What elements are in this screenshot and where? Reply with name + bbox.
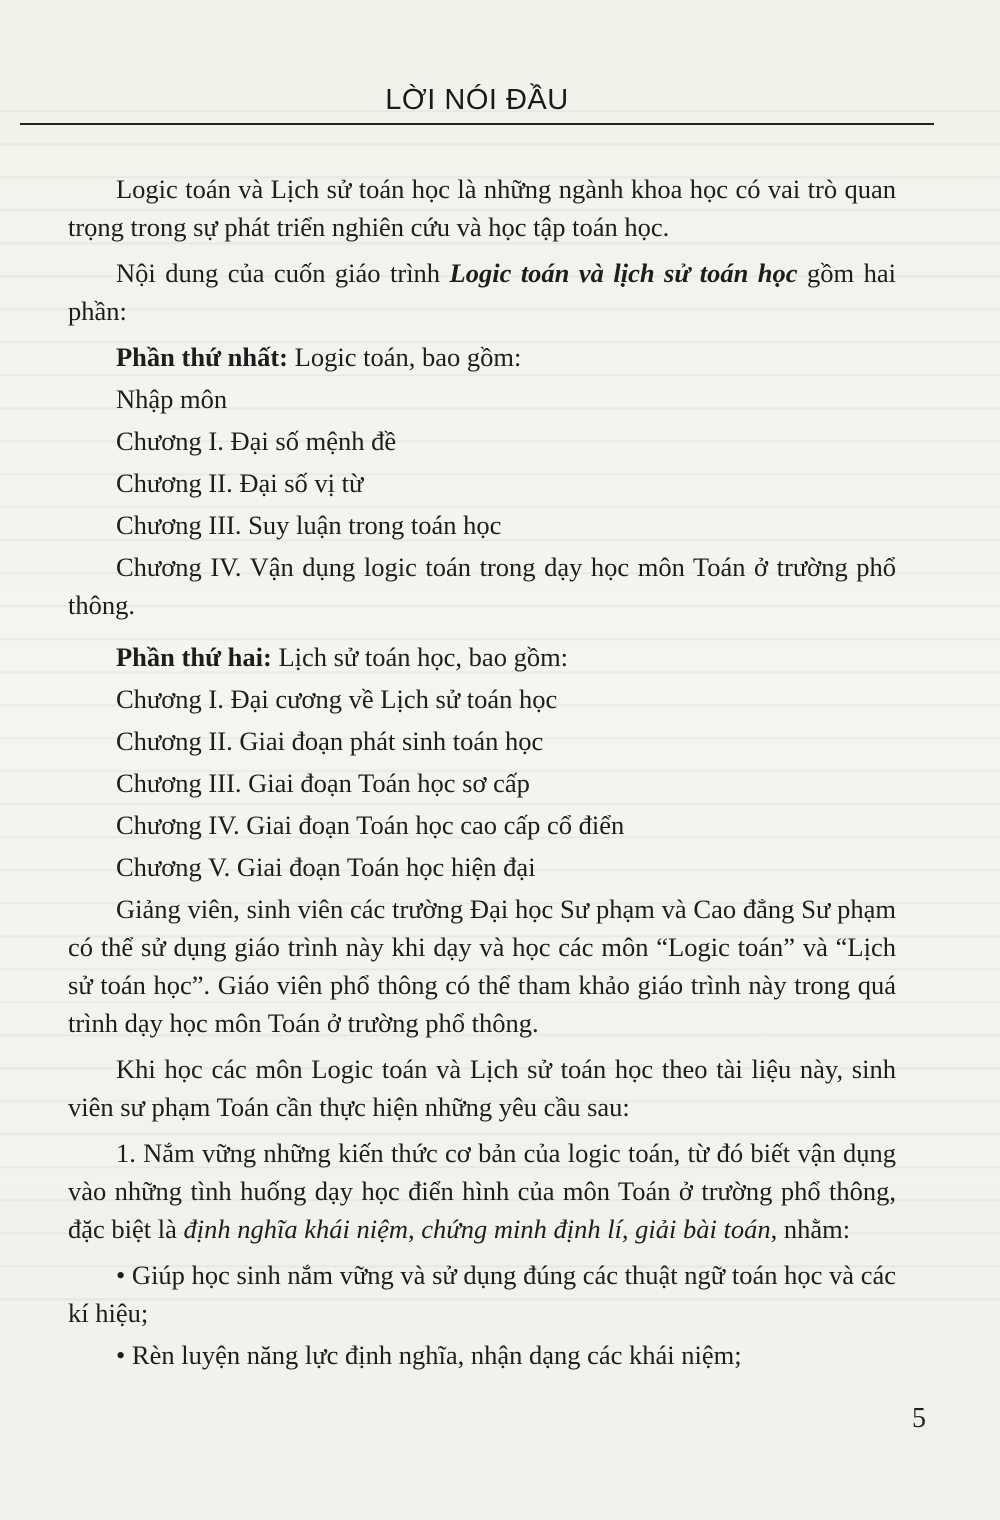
requirement-one-italic: định nghĩa khái niệm, chứng minh định lí, giải bài toán bbox=[183, 1214, 771, 1244]
part-two-item: Chương IV. Giai đoạn Toán học cao cấp cổ điển bbox=[116, 810, 625, 840]
contents-text-end: gồm hai phần: bbox=[68, 258, 896, 326]
part-two-item: Chương III. Giai đoạn Toán học sơ cấp bbox=[116, 768, 530, 798]
contents-text-start: Nội dung của cuốn giáo trình bbox=[116, 258, 450, 288]
header-rule bbox=[20, 123, 934, 125]
book-title-italic: Logic toán và lịch sử toán học bbox=[449, 258, 798, 288]
part-two-item: Chương II. Giai đoạn phát sinh toán học bbox=[116, 726, 544, 756]
audience-paragraph: Giảng viên, sinh viên các trường Đại học Sư phạm và Cao đẳng Sư phạm có thể sử dụng giáo trình này khi dạy và học các môn “Logic toán” và “Lịch sử toán học”. Giáo viên phổ thông có thể tham khảo giáo trình này trong quá trình dạy học môn Toán ở trường phổ thông. bbox=[68, 894, 896, 1038]
requirement-one-text-start: 1. Nắm vững những kiến thức cơ bản của logic toán, từ đó biết vận dụng vào những tình huống dạy học điển hình của môn Toán ở trường phổ thông, đặc biệt là bbox=[68, 1138, 896, 1244]
part-one-item: Chương II. Đại số vị từ bbox=[116, 468, 364, 498]
contents-paragraph bbox=[68, 254, 896, 330]
part-two-label: Phần thứ hai: bbox=[116, 642, 272, 672]
part-two-item: Chương I. Đại cương về Lịch sử toán học bbox=[116, 684, 558, 714]
intro-paragraph: Logic toán và Lịch sử toán học là những ngành khoa học có vai trò quan trọng trong sự phát triển nghiên cứu và học tập toán học. bbox=[68, 174, 896, 242]
part-one-item: Chương IV. Vận dụng logic toán trong dạy học môn Toán ở trường phổ thông. bbox=[68, 552, 896, 620]
bullet-item: • Rèn luyện năng lực định nghĩa, nhận dạng các khái niệm; bbox=[116, 1340, 742, 1370]
requirement-one-paragraph bbox=[68, 1134, 896, 1248]
part-two-heading bbox=[68, 638, 896, 676]
page-number: 5 bbox=[912, 1403, 926, 1434]
part-one-label: Phần thứ nhất: bbox=[116, 342, 289, 372]
part-two-text: Lịch sử toán học, bao gồm: bbox=[271, 642, 569, 672]
bullet-item: • Giúp học sinh nắm vững và sử dụng đúng các thuật ngữ toán học và các kí hiệu; bbox=[68, 1260, 896, 1328]
body-text bbox=[68, 170, 896, 1374]
part-one-item: Chương I. Đại số mệnh đề bbox=[116, 426, 397, 456]
part-one-text: Logic toán, bao gồm: bbox=[288, 342, 522, 372]
part-one-item: Chương III. Suy luận trong toán học bbox=[116, 510, 502, 540]
requirement-one-text-end: , nhằm: bbox=[770, 1214, 851, 1244]
page-title: LỜI NÓI ĐẦU bbox=[385, 84, 569, 116]
requirements-paragraph: Khi học các môn Logic toán và Lịch sử toán học theo tài liệu này, sinh viên sư phạm Toán cần thực hiện những yêu cầu sau: bbox=[68, 1054, 896, 1122]
part-one-item: Nhập môn bbox=[116, 384, 228, 414]
part-one-heading bbox=[68, 338, 896, 376]
part-two-item: Chương V. Giai đoạn Toán học hiện đại bbox=[116, 852, 536, 882]
page-header bbox=[20, 78, 934, 128]
